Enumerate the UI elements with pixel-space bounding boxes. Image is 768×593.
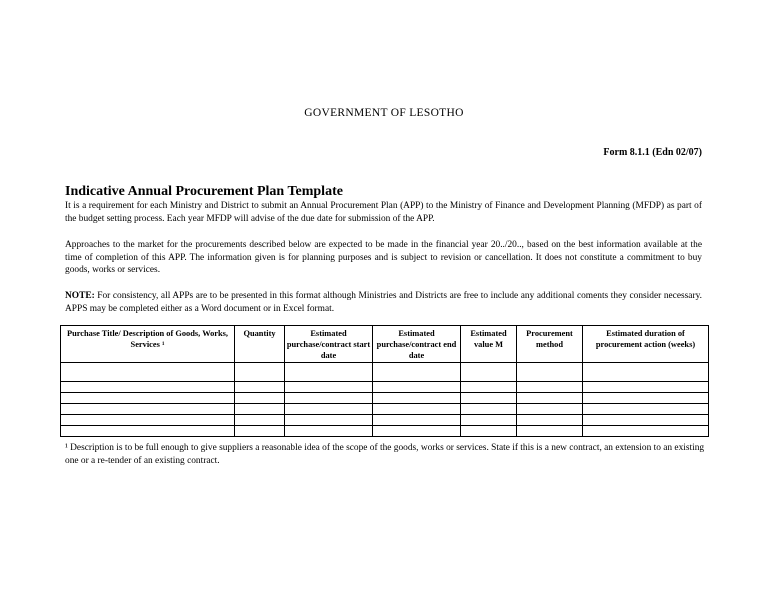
table-cell[interactable] <box>235 404 285 415</box>
table-cell[interactable] <box>235 415 285 426</box>
form-number: Form 8.1.1 (Edn 02/07) <box>603 147 702 158</box>
table-cell[interactable] <box>461 404 517 415</box>
note-paragraph <box>65 290 702 315</box>
table-row <box>61 404 709 415</box>
table-cell[interactable] <box>285 363 373 382</box>
table-cell[interactable] <box>583 393 709 404</box>
table-cell[interactable] <box>373 393 461 404</box>
table-header-row <box>61 326 709 363</box>
table-cell[interactable] <box>373 426 461 437</box>
table-cell[interactable] <box>235 393 285 404</box>
table-cell[interactable] <box>373 415 461 426</box>
table-cell[interactable] <box>461 363 517 382</box>
header-quantity: Quantity <box>235 326 285 363</box>
table-cell[interactable] <box>583 415 709 426</box>
note-text: For consistency, all APPs are to be presented in this format although Ministries and Districts are free to include any additional coments they consider necessary. APPS may be completed either as a Word document or in Excel format. <box>65 291 702 314</box>
table-cell[interactable] <box>373 404 461 415</box>
table-cell[interactable] <box>461 415 517 426</box>
table-cell[interactable] <box>61 426 235 437</box>
note-label: NOTE: <box>65 291 95 301</box>
table-cell[interactable] <box>61 393 235 404</box>
table-cell[interactable] <box>517 415 583 426</box>
table-cell[interactable] <box>517 404 583 415</box>
table-cell[interactable] <box>285 426 373 437</box>
table-cell[interactable] <box>583 363 709 382</box>
header-end-date: Estimated purchase/contract end date <box>373 326 461 363</box>
table-row <box>61 415 709 426</box>
table-cell[interactable] <box>517 426 583 437</box>
table-cell[interactable] <box>461 382 517 393</box>
approaches-paragraph: Approaches to the market for the procurements described below are expected to be made in the financial year 20../20.., based on the best information available at the time of completion of this APP. The information given is for planning purposes and is subject to revision or cancellation. It does not constitute a commitment to buy goods, works or services. <box>65 240 702 276</box>
table-cell[interactable] <box>517 382 583 393</box>
table-row <box>61 393 709 404</box>
requirement-paragraph: It is a requirement for each Ministry and District to submit an Annual Procurement Plan (APP) to the Ministry of Finance and Development Planning (MFDP) as part of the budget setting process. Each year MFDP will advise of the due date for submission of the APP. <box>65 201 702 224</box>
footnote: ¹ Description is to be full enough to give suppliers a reasonable idea of the scope of the goods, works or services. State if this is a new contract, an extension to an existing one or a re-tender of an existing contract. <box>65 443 705 466</box>
header-duration: Estimated duration of procurement action (weeks) <box>583 326 709 363</box>
page-title: Indicative Annual Procurement Plan Template <box>65 184 343 199</box>
table-cell[interactable] <box>61 363 235 382</box>
table-cell[interactable] <box>517 393 583 404</box>
table-cell[interactable] <box>61 382 235 393</box>
table-cell[interactable] <box>285 415 373 426</box>
table-cell[interactable] <box>235 382 285 393</box>
header-start-date: Estimated purchase/contract start date <box>285 326 373 363</box>
table-cell[interactable] <box>461 393 517 404</box>
header-procurement-method: Procurement method <box>517 326 583 363</box>
table-cell[interactable] <box>235 426 285 437</box>
table-cell[interactable] <box>285 393 373 404</box>
table-cell[interactable] <box>461 426 517 437</box>
table-cell[interactable] <box>517 363 583 382</box>
table-cell[interactable] <box>61 415 235 426</box>
table-cell[interactable] <box>583 426 709 437</box>
table-cell[interactable] <box>583 404 709 415</box>
table-cell[interactable] <box>373 382 461 393</box>
procurement-plan-table <box>60 325 709 437</box>
table-row <box>61 426 709 437</box>
table-row <box>61 382 709 393</box>
table-cell[interactable] <box>583 382 709 393</box>
table-row <box>61 363 709 382</box>
table-cell[interactable] <box>373 363 461 382</box>
government-heading: GOVERNMENT OF LESOTHO <box>304 107 464 119</box>
header-purchase-title: Purchase Title/ Description of Goods, Works, Services ¹ <box>61 326 235 363</box>
table-cell[interactable] <box>285 382 373 393</box>
table-cell[interactable] <box>61 404 235 415</box>
table-cell[interactable] <box>285 404 373 415</box>
table-cell[interactable] <box>235 363 285 382</box>
header-estimated-value: Estimated value M <box>461 326 517 363</box>
